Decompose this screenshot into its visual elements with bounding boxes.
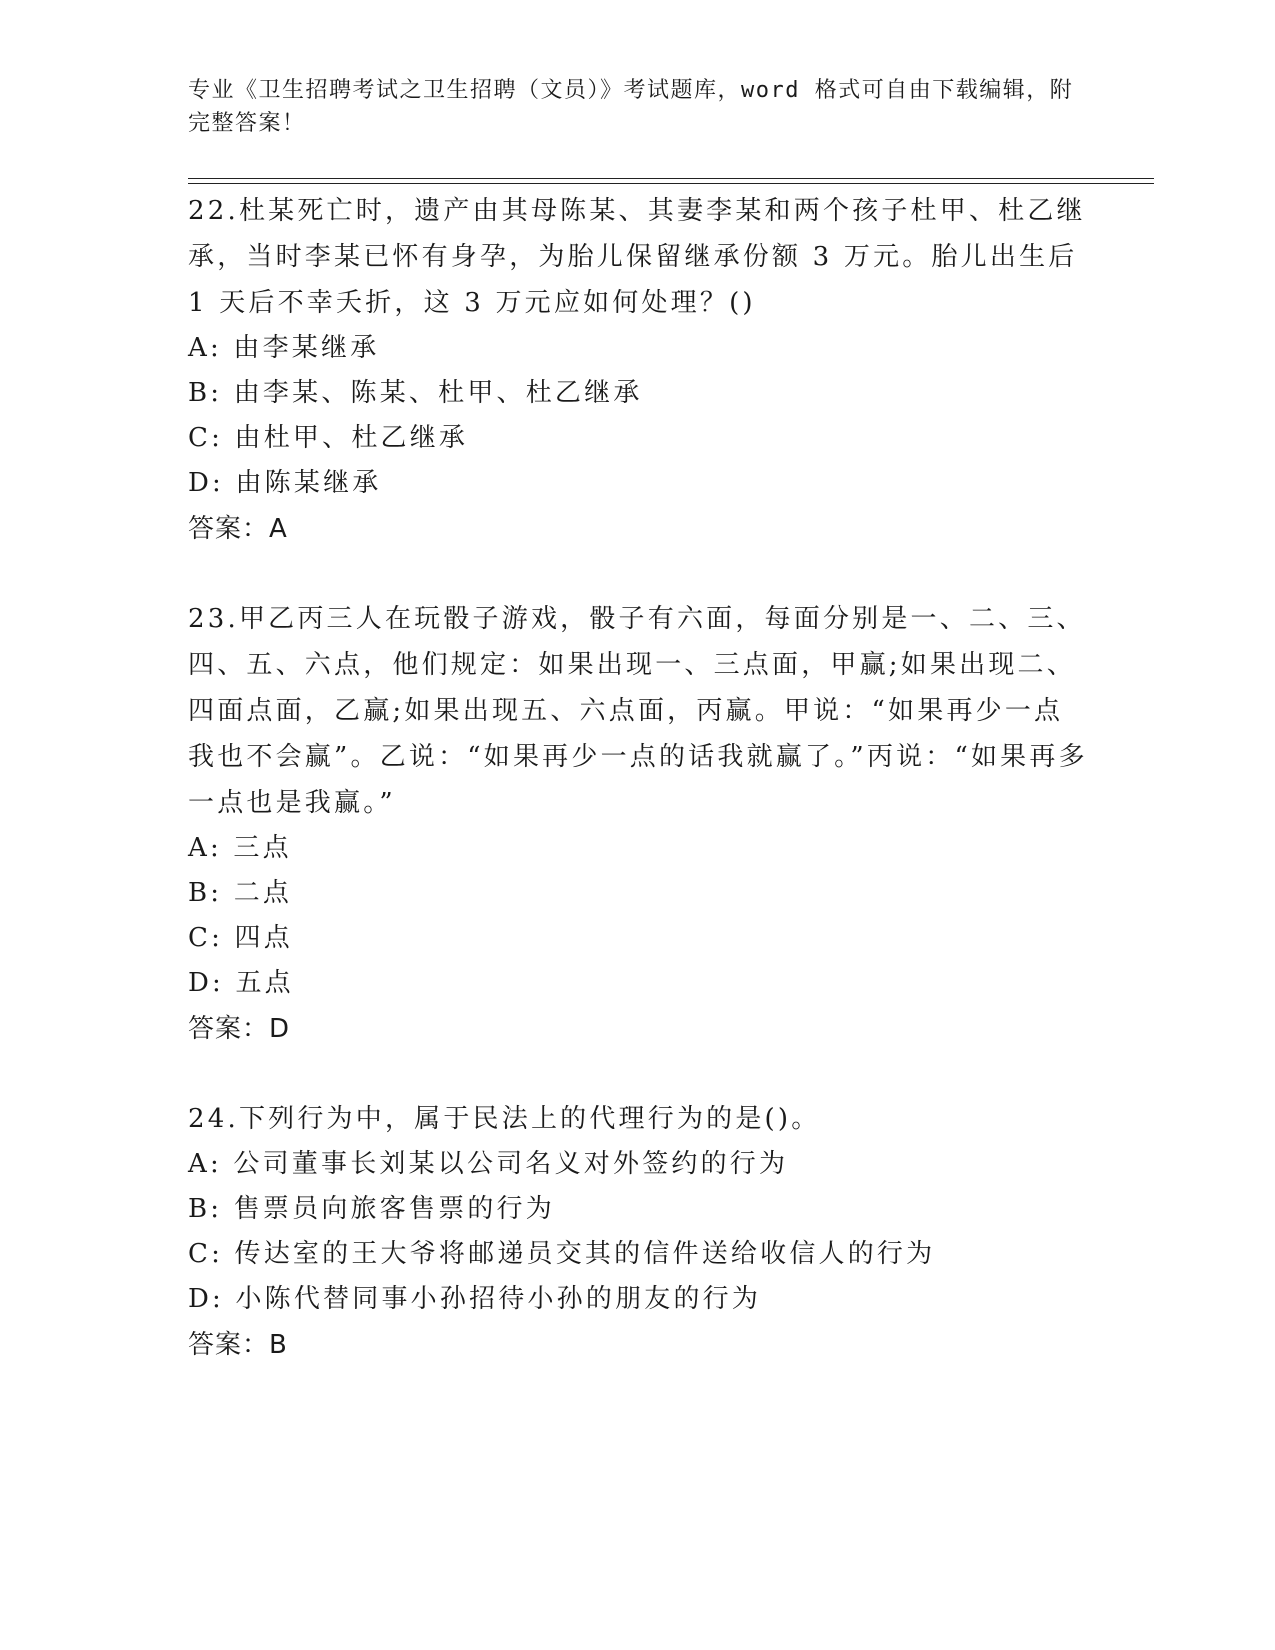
question-23 [188,596,1088,1052]
header-divider-top [188,178,1154,179]
header-divider-bottom [188,183,1154,184]
question-stem: 23.甲乙丙三人在玩骰子游戏，骰子有六面，每面分别是一、二、三、四、五、六点，他们规定：如果出现一、三点面，甲赢;如果出现二、四面点面，乙赢;如果出现五、六点面，丙赢。甲说：“如果再少一点我也不会赢”。乙说：“如果再少一点的话我就赢了。”丙说：“如果再多一点也是我赢。” [188,604,1088,818]
option-c: C: 四点 [188,923,293,953]
option-c: C: 由杜甲、杜乙继承 [188,423,469,453]
option-a: A: 三点 [188,833,292,863]
question-24 [188,1096,1088,1368]
option-d: D: 小陈代替同事小孙招待小孙的朋友的行为 [188,1284,762,1314]
question-22 [188,188,1088,552]
option-c: C: 传达室的王大爷将邮递员交其的信件送给收信人的行为 [188,1239,936,1269]
option-a: A: 由李某继承 [188,333,380,363]
question-stem: 24.下列行为中，属于民法上的代理行为的是()。 [188,1104,821,1134]
answer-line: 答案：B [188,1330,288,1360]
question-stem: 22.杜某死亡时，遗产由其母陈某、其妻李某和两个孩子杜甲、杜乙继承，当时李某已怀有身孕，为胎儿保留继承份额 3 万元。胎儿出生后 1 天后不幸夭折，这 3 万元应如何处理？() [188,196,1086,318]
option-b: B: 二点 [188,878,293,908]
document-header: 专业《卫生招聘考试之卫生招聘（文员）》考试题库，word 格式可自由下载编辑，附完整答案！ [188,78,1074,136]
option-d: D: 由陈某继承 [188,468,382,498]
answer-line: 答案：D [188,1014,291,1044]
option-b: B: 售票员向旅客售票的行为 [188,1194,555,1224]
option-d: D: 五点 [188,968,294,998]
answer-line: 答案：A [188,514,288,544]
option-b: B: 由李某、陈某、杜甲、杜乙继承 [188,378,643,408]
option-a: A: 公司董事长刘某以公司名义对外签约的行为 [188,1149,789,1179]
